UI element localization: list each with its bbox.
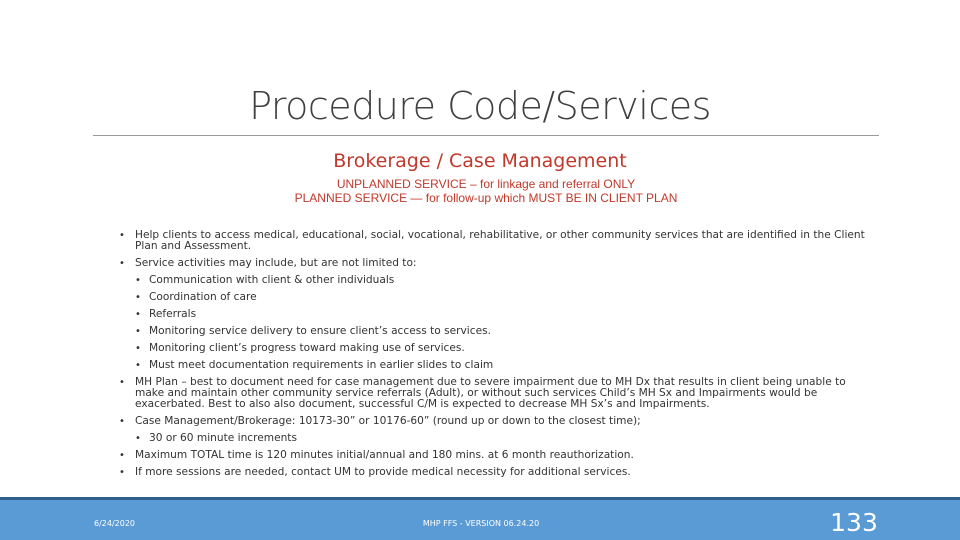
- bullet-item: • Maximum TOTAL time is 120 minutes initial/annual and 180 mins. at 6 month reauthorization.: [116, 450, 876, 461]
- slide-title: Procedure Code/Services: [249, 84, 711, 128]
- bullet-item: • Help clients to access medical, educational, social, vocational, rehabilitative, or other community services that are identified in the Client Plan and Assessment.: [116, 230, 876, 252]
- sub-bullet-item: • Must meet documentation requirements in earlier slides to claim: [116, 360, 876, 371]
- title-divider: [93, 135, 879, 136]
- slide-subtitle: Brokerage / Case Management: [333, 150, 627, 172]
- bullet-list: [116, 230, 876, 484]
- footer-date: 6/24/2020: [94, 519, 136, 528]
- sub-bullet-item: • Coordination of care: [116, 292, 876, 303]
- bullet-item: • Case Management/Brokerage: 10173-30” or 10176-60” (round up or down to the closest time);: [116, 416, 876, 427]
- sub-bullet-item: • Communication with client & other individuals: [116, 275, 876, 286]
- sub-bullet-item: • Monitoring service delivery to ensure client’s access to services.: [116, 326, 876, 337]
- footer-version: MHP FFS - VERSION 06.24.20: [422, 519, 540, 528]
- planned-service-note: PLANNED SERVICE — for follow-up which MUST BE IN CLIENT PLAN: [294, 191, 678, 205]
- bullet-item: • Service activities may include, but are not limited to:: [116, 258, 876, 269]
- sub-bullet-item: • 30 or 60 minute increments: [116, 433, 876, 444]
- bullet-item: • If more sessions are needed, contact UM to provide medical necessity for additional services.: [116, 467, 876, 478]
- bullet-item: • MH Plan – best to document need for case management due to severe impairment due to MH Dx that results in client being unable to make and maintain other community service referrals (Adult), or without such services Child’s MH Sx and Impairments would be exacerbated. Best to also also document, successful C/M is expected to decrease MH Sx’s and Impairments.: [116, 377, 876, 410]
- unplanned-service-note: UNPLANNED SERVICE – for linkage and referral ONLY: [336, 177, 636, 191]
- slide-number: 133: [830, 508, 878, 537]
- sub-bullet-item: • Monitoring client’s progress toward making use of services.: [116, 343, 876, 354]
- sub-bullet-item: • Referrals: [116, 309, 876, 320]
